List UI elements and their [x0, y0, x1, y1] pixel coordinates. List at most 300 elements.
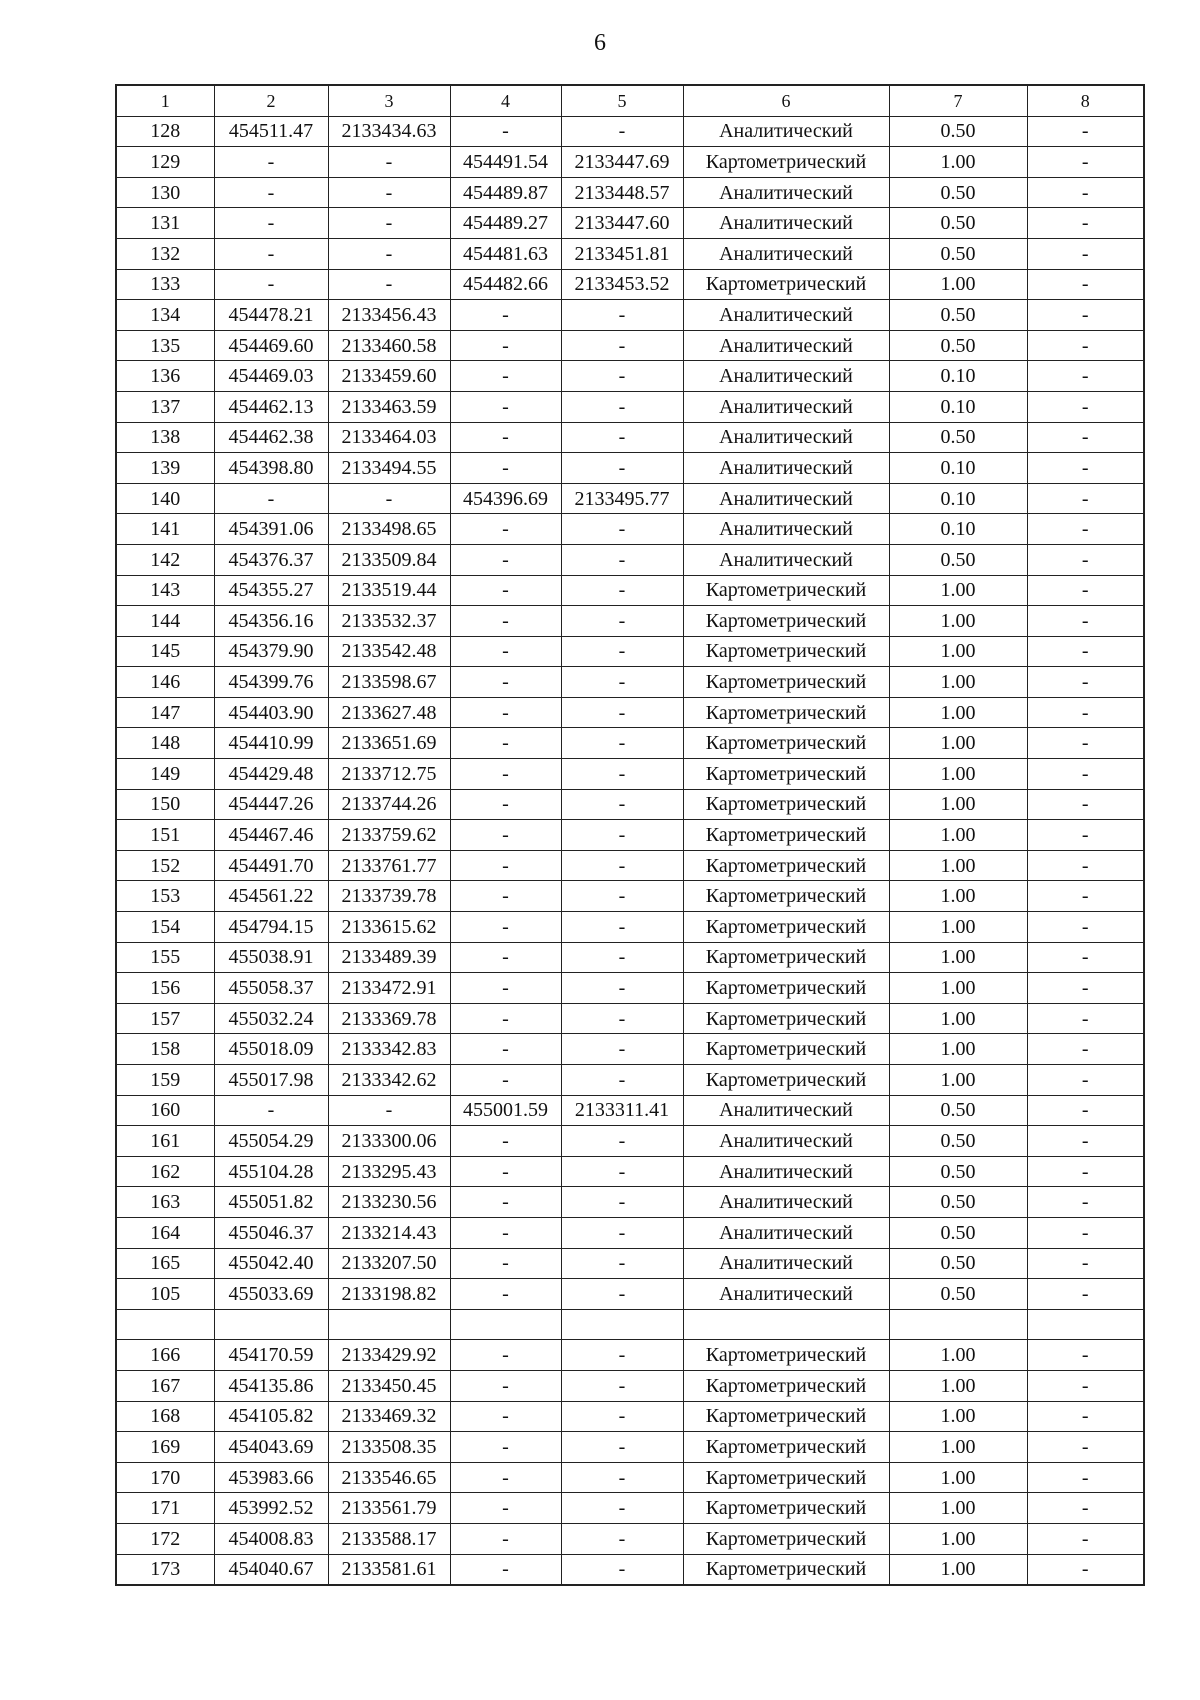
table-cell: - — [450, 697, 561, 728]
table-cell: - — [561, 391, 683, 422]
table-cell: 1.00 — [889, 1003, 1027, 1034]
table-cell: 454447.26 — [214, 789, 328, 820]
table-cell: - — [450, 422, 561, 453]
table-cell: - — [561, 912, 683, 943]
table-cell: Картометрический — [683, 820, 889, 851]
table-cell: - — [561, 1217, 683, 1248]
table-cell: 0.50 — [889, 1095, 1027, 1126]
table-cell: Аналитический — [683, 330, 889, 361]
table-cell: 454376.37 — [214, 544, 328, 575]
table-cell: 454462.38 — [214, 422, 328, 453]
table-cell: 0.50 — [889, 1279, 1027, 1310]
table-cell: 2133508.35 — [328, 1432, 450, 1463]
table-cell: 454403.90 — [214, 697, 328, 728]
table-cell: - — [214, 238, 328, 269]
table-cell: 0.10 — [889, 453, 1027, 484]
table-cell: 171 — [116, 1493, 214, 1524]
table-cell: - — [450, 1340, 561, 1371]
table-cell: - — [328, 1095, 450, 1126]
table-cell: 2133450.45 — [328, 1370, 450, 1401]
table-cell: Аналитический — [683, 1095, 889, 1126]
table-row — [116, 1217, 1144, 1248]
table-cell: - — [1027, 361, 1144, 392]
table-cell: 0.50 — [889, 1217, 1027, 1248]
table-cell: - — [1027, 544, 1144, 575]
table-cell: 132 — [116, 238, 214, 269]
table-cell: 2133464.03 — [328, 422, 450, 453]
table-cell: 2133581.61 — [328, 1554, 450, 1585]
table-cell: Аналитический — [683, 1156, 889, 1187]
table-row — [116, 636, 1144, 667]
column-header-5: 5 — [561, 85, 683, 116]
table-cell: - — [561, 422, 683, 453]
table-cell: - — [1027, 1187, 1144, 1218]
table-cell: Картометрический — [683, 1401, 889, 1432]
table-cell: - — [450, 636, 561, 667]
table-cell: - — [1027, 300, 1144, 331]
table-cell: - — [328, 483, 450, 514]
table-cell: 2133459.60 — [328, 361, 450, 392]
table-row — [116, 1065, 1144, 1096]
table-cell: 455001.59 — [450, 1095, 561, 1126]
table-cell: 2133761.77 — [328, 850, 450, 881]
table-cell: - — [1027, 697, 1144, 728]
table-cell: - — [450, 881, 561, 912]
table-cell: 454040.67 — [214, 1554, 328, 1585]
table-row — [116, 453, 1144, 484]
table-cell: - — [1027, 789, 1144, 820]
table-cell: - — [561, 1554, 683, 1585]
table-cell: 142 — [116, 544, 214, 575]
table-cell: - — [1027, 1493, 1144, 1524]
table-cell: 2133447.60 — [561, 208, 683, 239]
table-cell: - — [1027, 483, 1144, 514]
table-cell: - — [561, 1432, 683, 1463]
table-cell: 159 — [116, 1065, 214, 1096]
table-cell: - — [1027, 514, 1144, 545]
table-cell: - — [450, 606, 561, 637]
table-row — [116, 330, 1144, 361]
table-row — [116, 789, 1144, 820]
table-cell: 137 — [116, 391, 214, 422]
table-cell: 140 — [116, 483, 214, 514]
table-cell: - — [561, 116, 683, 147]
table-cell: - — [1027, 1401, 1144, 1432]
table-header-row — [116, 85, 1144, 116]
table-cell: 2133448.57 — [561, 177, 683, 208]
table-body — [116, 116, 1144, 1585]
table-cell: Картометрический — [683, 1493, 889, 1524]
table-cell: - — [1027, 1554, 1144, 1585]
table-cell: 2133627.48 — [328, 697, 450, 728]
table-cell: 2133532.37 — [328, 606, 450, 637]
table-cell: Аналитический — [683, 208, 889, 239]
table-row — [116, 850, 1144, 881]
table-cell: 2133598.67 — [328, 667, 450, 698]
table-cell: 2133739.78 — [328, 881, 450, 912]
table-cell: 130 — [116, 177, 214, 208]
table-cell: 141 — [116, 514, 214, 545]
table-row — [116, 238, 1144, 269]
table-cell: - — [1027, 667, 1144, 698]
table-cell: - — [450, 1187, 561, 1218]
table-cell: - — [450, 544, 561, 575]
table-cell: 453992.52 — [214, 1493, 328, 1524]
table-cell: 149 — [116, 759, 214, 790]
table-row — [116, 361, 1144, 392]
table-cell: 167 — [116, 1370, 214, 1401]
table-cell: 454410.99 — [214, 728, 328, 759]
table-row — [116, 820, 1144, 851]
table-row — [116, 1523, 1144, 1554]
table-cell: 156 — [116, 973, 214, 1004]
table-cell: - — [1027, 208, 1144, 239]
table-cell: 0.50 — [889, 177, 1027, 208]
table-cell: 2133615.62 — [328, 912, 450, 943]
table-row — [116, 483, 1144, 514]
table-cell: 2133342.62 — [328, 1065, 450, 1096]
table-cell: - — [561, 697, 683, 728]
column-header-1: 1 — [116, 85, 214, 116]
table-cell: 150 — [116, 789, 214, 820]
table-cell: 455051.82 — [214, 1187, 328, 1218]
table-cell: 454794.15 — [214, 912, 328, 943]
table-cell: 2133712.75 — [328, 759, 450, 790]
table-cell: 2133546.65 — [328, 1462, 450, 1493]
table-cell: Аналитический — [683, 391, 889, 422]
table-cell: 1.00 — [889, 789, 1027, 820]
table-cell: 165 — [116, 1248, 214, 1279]
table-cell: - — [214, 208, 328, 239]
table-row — [116, 1156, 1144, 1187]
table-row — [116, 1309, 1144, 1340]
table-cell: - — [1027, 759, 1144, 790]
table-row — [116, 1401, 1144, 1432]
table-cell: - — [450, 361, 561, 392]
table-cell: 454135.86 — [214, 1370, 328, 1401]
table-cell: 1.00 — [889, 606, 1027, 637]
table-cell: 2133295.43 — [328, 1156, 450, 1187]
table-cell: 455033.69 — [214, 1279, 328, 1310]
table-cell: - — [450, 1156, 561, 1187]
table-cell: 134 — [116, 300, 214, 331]
table-cell: - — [561, 330, 683, 361]
table-cell: - — [561, 850, 683, 881]
table-row — [116, 1034, 1144, 1065]
table-cell: Картометрический — [683, 636, 889, 667]
table-cell: Картометрический — [683, 1370, 889, 1401]
table-cell: 455017.98 — [214, 1065, 328, 1096]
table-cell: 2133519.44 — [328, 575, 450, 606]
table-cell: Картометрический — [683, 697, 889, 728]
table-cell: 454469.60 — [214, 330, 328, 361]
table-row — [116, 1095, 1144, 1126]
table-cell: Аналитический — [683, 238, 889, 269]
table-cell: - — [328, 269, 450, 300]
table-cell: - — [561, 1493, 683, 1524]
table-row — [116, 1432, 1144, 1463]
table-cell — [889, 1309, 1027, 1340]
table-cell: 0.50 — [889, 1126, 1027, 1157]
table-cell: Картометрический — [683, 147, 889, 178]
table-cell: 2133369.78 — [328, 1003, 450, 1034]
table-cell: 454489.27 — [450, 208, 561, 239]
table-cell: - — [214, 1095, 328, 1126]
column-header-3: 3 — [328, 85, 450, 116]
table-cell: 2133494.55 — [328, 453, 450, 484]
table-cell: 2133342.83 — [328, 1034, 450, 1065]
table-cell: 0.50 — [889, 1187, 1027, 1218]
table-cell: 2133498.65 — [328, 514, 450, 545]
table-cell: - — [561, 575, 683, 606]
table-cell: 131 — [116, 208, 214, 239]
table-cell: - — [1027, 575, 1144, 606]
table-row — [116, 422, 1144, 453]
table-cell: 0.10 — [889, 514, 1027, 545]
table-cell: Аналитический — [683, 1217, 889, 1248]
table-cell: - — [1027, 1034, 1144, 1065]
table-cell: Картометрический — [683, 789, 889, 820]
table-cell: - — [1027, 1248, 1144, 1279]
table-cell: Аналитический — [683, 361, 889, 392]
table-row — [116, 147, 1144, 178]
table-cell: - — [450, 759, 561, 790]
table-cell: 2133300.06 — [328, 1126, 450, 1157]
table-cell: 166 — [116, 1340, 214, 1371]
table-cell: 2133588.17 — [328, 1523, 450, 1554]
table-cell: 2133463.59 — [328, 391, 450, 422]
table-cell: 454105.82 — [214, 1401, 328, 1432]
table-cell: 170 — [116, 1462, 214, 1493]
table-cell: 2133460.58 — [328, 330, 450, 361]
coordinates-table — [115, 84, 1145, 1586]
table-cell: - — [1027, 942, 1144, 973]
table-cell: - — [450, 1279, 561, 1310]
table-cell: 2133434.63 — [328, 116, 450, 147]
table-cell: 454396.69 — [450, 483, 561, 514]
table-cell: 0.10 — [889, 391, 1027, 422]
table-cell: 455032.24 — [214, 1003, 328, 1034]
table-cell: 455038.91 — [214, 942, 328, 973]
table-cell: 454469.03 — [214, 361, 328, 392]
table-cell: - — [561, 453, 683, 484]
table-cell: - — [450, 1003, 561, 1034]
table-row — [116, 728, 1144, 759]
table-cell: - — [450, 1554, 561, 1585]
table-cell: 0.50 — [889, 300, 1027, 331]
table-cell: 454356.16 — [214, 606, 328, 637]
table-cell: Аналитический — [683, 1248, 889, 1279]
table-cell: 152 — [116, 850, 214, 881]
table-cell: - — [1027, 1523, 1144, 1554]
table-cell: Картометрический — [683, 1065, 889, 1096]
table-cell: - — [1027, 606, 1144, 637]
table-cell: 153 — [116, 881, 214, 912]
table-cell: Картометрический — [683, 1003, 889, 1034]
table-cell: 455058.37 — [214, 973, 328, 1004]
table-cell: 158 — [116, 1034, 214, 1065]
table-cell: 455042.40 — [214, 1248, 328, 1279]
table-row — [116, 1493, 1144, 1524]
table-cell: 455018.09 — [214, 1034, 328, 1065]
table-cell: 172 — [116, 1523, 214, 1554]
table-cell: 454482.66 — [450, 269, 561, 300]
table-cell: 169 — [116, 1432, 214, 1463]
table-cell: 0.50 — [889, 330, 1027, 361]
table-cell: 454391.06 — [214, 514, 328, 545]
table-cell: - — [328, 208, 450, 239]
table-row — [116, 1554, 1144, 1585]
table-cell: 0.50 — [889, 544, 1027, 575]
table-cell: 0.50 — [889, 422, 1027, 453]
table-cell: 0.50 — [889, 1248, 1027, 1279]
table-cell: 0.50 — [889, 238, 1027, 269]
table-cell: - — [450, 1432, 561, 1463]
table-cell: 454491.54 — [450, 147, 561, 178]
table-cell: 454478.21 — [214, 300, 328, 331]
table-row — [116, 1340, 1144, 1371]
table-cell: 139 — [116, 453, 214, 484]
table-row — [116, 514, 1144, 545]
table-cell: - — [1027, 912, 1144, 943]
table-cell: 455054.29 — [214, 1126, 328, 1157]
table-cell: - — [450, 912, 561, 943]
table-cell: Картометрический — [683, 1034, 889, 1065]
table-cell: - — [1027, 330, 1144, 361]
table-cell: - — [561, 636, 683, 667]
table-cell: 2133456.43 — [328, 300, 450, 331]
table-cell: 454399.76 — [214, 667, 328, 698]
table-cell: - — [450, 514, 561, 545]
table-cell: - — [450, 820, 561, 851]
table-cell: 128 — [116, 116, 214, 147]
table-cell: - — [561, 1523, 683, 1554]
table-cell: - — [214, 269, 328, 300]
table-cell: - — [450, 1493, 561, 1524]
table-cell: Картометрический — [683, 728, 889, 759]
table-cell: 168 — [116, 1401, 214, 1432]
table-cell: - — [450, 1523, 561, 1554]
table-cell: 1.00 — [889, 912, 1027, 943]
table-row — [116, 300, 1144, 331]
table-cell — [328, 1309, 450, 1340]
table-cell: 2133469.32 — [328, 1401, 450, 1432]
table-cell: Аналитический — [683, 1126, 889, 1157]
table-cell: 144 — [116, 606, 214, 637]
table-cell: - — [561, 1370, 683, 1401]
table-cell: - — [450, 973, 561, 1004]
table-cell: 2133489.39 — [328, 942, 450, 973]
table-cell: 454491.70 — [214, 850, 328, 881]
table-cell: 2133453.52 — [561, 269, 683, 300]
table-cell: 162 — [116, 1156, 214, 1187]
table-cell: - — [561, 361, 683, 392]
table-row — [116, 759, 1144, 790]
table-cell: 146 — [116, 667, 214, 698]
table-cell: 0.10 — [889, 361, 1027, 392]
table-cell: 1.00 — [889, 1065, 1027, 1096]
table-cell: - — [450, 453, 561, 484]
column-header-7: 7 — [889, 85, 1027, 116]
table-row — [116, 269, 1144, 300]
table-cell: - — [561, 1279, 683, 1310]
table-cell: - — [328, 177, 450, 208]
table-cell: - — [1027, 238, 1144, 269]
table-cell: 163 — [116, 1187, 214, 1218]
table-cell: - — [450, 116, 561, 147]
table-cell: - — [1027, 881, 1144, 912]
table-cell: 1.00 — [889, 1034, 1027, 1065]
table-cell: 173 — [116, 1554, 214, 1585]
table-cell: - — [450, 1126, 561, 1157]
table-cell: - — [450, 1065, 561, 1096]
table-cell: - — [1027, 1340, 1144, 1371]
table-cell: - — [450, 728, 561, 759]
table-cell: 155 — [116, 942, 214, 973]
table-cell — [683, 1309, 889, 1340]
table-cell: 2133759.62 — [328, 820, 450, 851]
table-row — [116, 116, 1144, 147]
table-cell: - — [1027, 391, 1144, 422]
table-cell: - — [561, 514, 683, 545]
table-cell: 1.00 — [889, 269, 1027, 300]
table-cell: 454355.27 — [214, 575, 328, 606]
table-row — [116, 1370, 1144, 1401]
table-cell: - — [561, 1065, 683, 1096]
table-cell: - — [1027, 1095, 1144, 1126]
table-cell: Аналитический — [683, 1187, 889, 1218]
table-cell: - — [1027, 147, 1144, 178]
table-cell: Картометрический — [683, 1554, 889, 1585]
table-row — [116, 973, 1144, 1004]
table-cell: 148 — [116, 728, 214, 759]
table-cell: Картометрический — [683, 942, 889, 973]
table-cell: 1.00 — [889, 820, 1027, 851]
table-cell: - — [561, 728, 683, 759]
table-cell: - — [1027, 177, 1144, 208]
table-cell: - — [450, 1248, 561, 1279]
table-cell: 1.00 — [889, 759, 1027, 790]
table-cell: 454170.59 — [214, 1340, 328, 1371]
table-cell: 2133207.50 — [328, 1248, 450, 1279]
column-header-6: 6 — [683, 85, 889, 116]
table-cell: 0.10 — [889, 483, 1027, 514]
table-cell: 147 — [116, 697, 214, 728]
table-cell: 2133472.91 — [328, 973, 450, 1004]
table-cell: Аналитический — [683, 453, 889, 484]
table-row — [116, 575, 1144, 606]
table-cell: - — [450, 300, 561, 331]
table-cell: 454008.83 — [214, 1523, 328, 1554]
table-cell: - — [1027, 1217, 1144, 1248]
table-row — [116, 697, 1144, 728]
table-cell: - — [561, 1187, 683, 1218]
table-cell: 1.00 — [889, 636, 1027, 667]
table-cell: 157 — [116, 1003, 214, 1034]
table-cell: 2133230.56 — [328, 1187, 450, 1218]
column-header-2: 2 — [214, 85, 328, 116]
table-cell: Картометрический — [683, 912, 889, 943]
table-cell: 453983.66 — [214, 1462, 328, 1493]
table-cell: - — [1027, 728, 1144, 759]
table-row — [116, 942, 1144, 973]
table-cell: - — [1027, 1370, 1144, 1401]
table-cell: 133 — [116, 269, 214, 300]
table-cell: - — [561, 300, 683, 331]
table-cell: - — [450, 667, 561, 698]
table-row — [116, 391, 1144, 422]
table-row — [116, 1462, 1144, 1493]
